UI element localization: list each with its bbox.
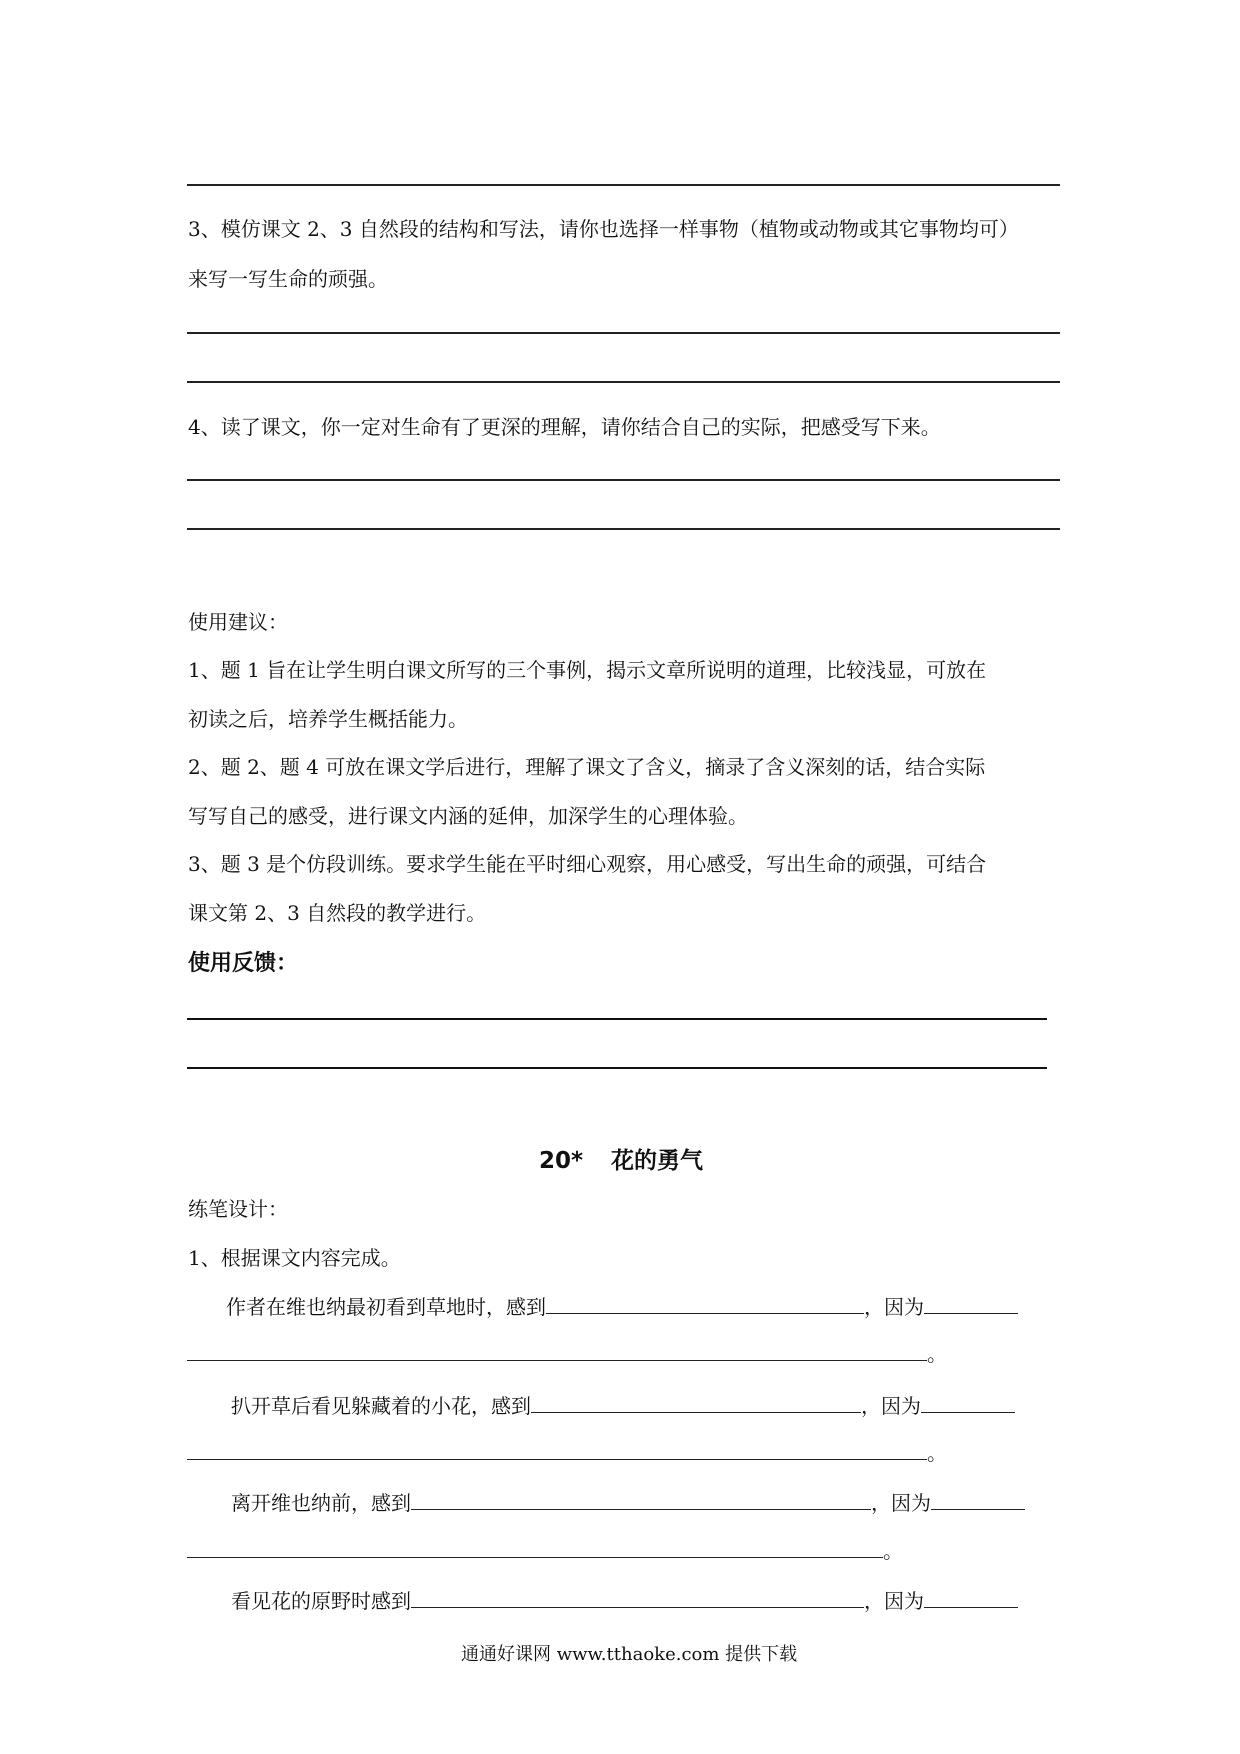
blank[interactable] <box>187 1437 927 1460</box>
fill-row-2 <box>231 1390 1015 1419</box>
period: 。 <box>927 1342 947 1366</box>
question-3-line-2: 来写一写生命的顽强。 <box>188 267 388 291</box>
because-label: ，因为 <box>861 1394 921 1418</box>
suggestion-line: 初读之后，培养学生概括能力。 <box>188 707 468 731</box>
blank[interactable] <box>546 1291 864 1314</box>
fill-row-3-cont <box>187 1535 903 1564</box>
blank[interactable] <box>187 1535 883 1558</box>
feedback-heading: 使用反馈： <box>188 951 299 976</box>
suggestion-line: 3、题 3 是个仿段训练。要求学生能在平时细心观察，用心感受，写出生命的顽强，可结合 <box>188 852 987 876</box>
blank[interactable] <box>924 1585 1018 1608</box>
fill-prefix: 扒开草后看见躲藏着的小花，感到 <box>231 1394 531 1418</box>
lesson-title <box>539 1142 703 1175</box>
fill-prefix: 看见花的原野时感到 <box>231 1589 411 1613</box>
period: 。 <box>883 1539 903 1563</box>
fill-row-3 <box>231 1487 1025 1516</box>
lesson-question-1: 1、根据课文内容完成。 <box>188 1246 401 1270</box>
period: 。 <box>927 1441 947 1465</box>
suggestion-line: 2、题 2、题 4 可放在课文学后进行，理解了课文了含义，摘录了含义深刻的话，结合实际 <box>188 755 986 779</box>
suggestions-heading: 使用建议： <box>188 610 288 634</box>
feedback-line <box>187 1067 1047 1069</box>
lesson-name: 花的勇气 <box>611 1148 704 1174</box>
lesson-number: 20* <box>539 1148 584 1174</box>
answer-line <box>187 479 1060 481</box>
fill-row-2-cont <box>187 1437 947 1466</box>
fill-prefix: 离开维也纳前，感到 <box>231 1491 411 1515</box>
design-heading: 练笔设计： <box>188 1197 288 1221</box>
blank[interactable] <box>411 1585 864 1608</box>
answer-line <box>187 528 1060 530</box>
fill-row-4 <box>231 1585 1018 1614</box>
because-label: ，因为 <box>864 1589 924 1613</box>
question-4: 4、读了课文，你一定对生命有了更深的理解，请你结合自己的实际，把感受写下来。 <box>188 415 941 439</box>
answer-line <box>187 332 1060 334</box>
blank[interactable] <box>411 1487 871 1510</box>
blank[interactable] <box>187 1338 927 1361</box>
fill-prefix: 作者在维也纳最初看到草地时，感到 <box>226 1295 546 1319</box>
answer-line <box>187 184 1060 186</box>
because-label: ，因为 <box>864 1295 924 1319</box>
because-label: ，因为 <box>871 1491 931 1515</box>
fill-row-1 <box>226 1291 1018 1320</box>
suggestion-line: 课文第 2、3 自然段的教学进行。 <box>188 901 487 925</box>
feedback-line <box>187 1018 1047 1020</box>
suggestion-line: 1、题 1 旨在让学生明白课文所写的三个事例，揭示文章所说明的道理，比较浅显，可放在 <box>188 658 987 682</box>
blank[interactable] <box>924 1291 1018 1314</box>
suggestion-line: 写写自己的感受，进行课文内涵的延伸，加深学生的心理体验。 <box>188 804 748 828</box>
blank[interactable] <box>531 1390 861 1413</box>
question-3-line-1: 3、模仿课文 2、3 自然段的结构和写法，请你也选择一样事物（植物或动物或其它事物均可） <box>188 217 1019 241</box>
answer-line <box>187 381 1060 383</box>
blank[interactable] <box>931 1487 1025 1510</box>
page-footer: 通通好课网 www.tthaoke.com 提供下载 <box>461 1644 798 1665</box>
blank[interactable] <box>921 1390 1015 1413</box>
fill-row-1-cont <box>187 1338 947 1367</box>
